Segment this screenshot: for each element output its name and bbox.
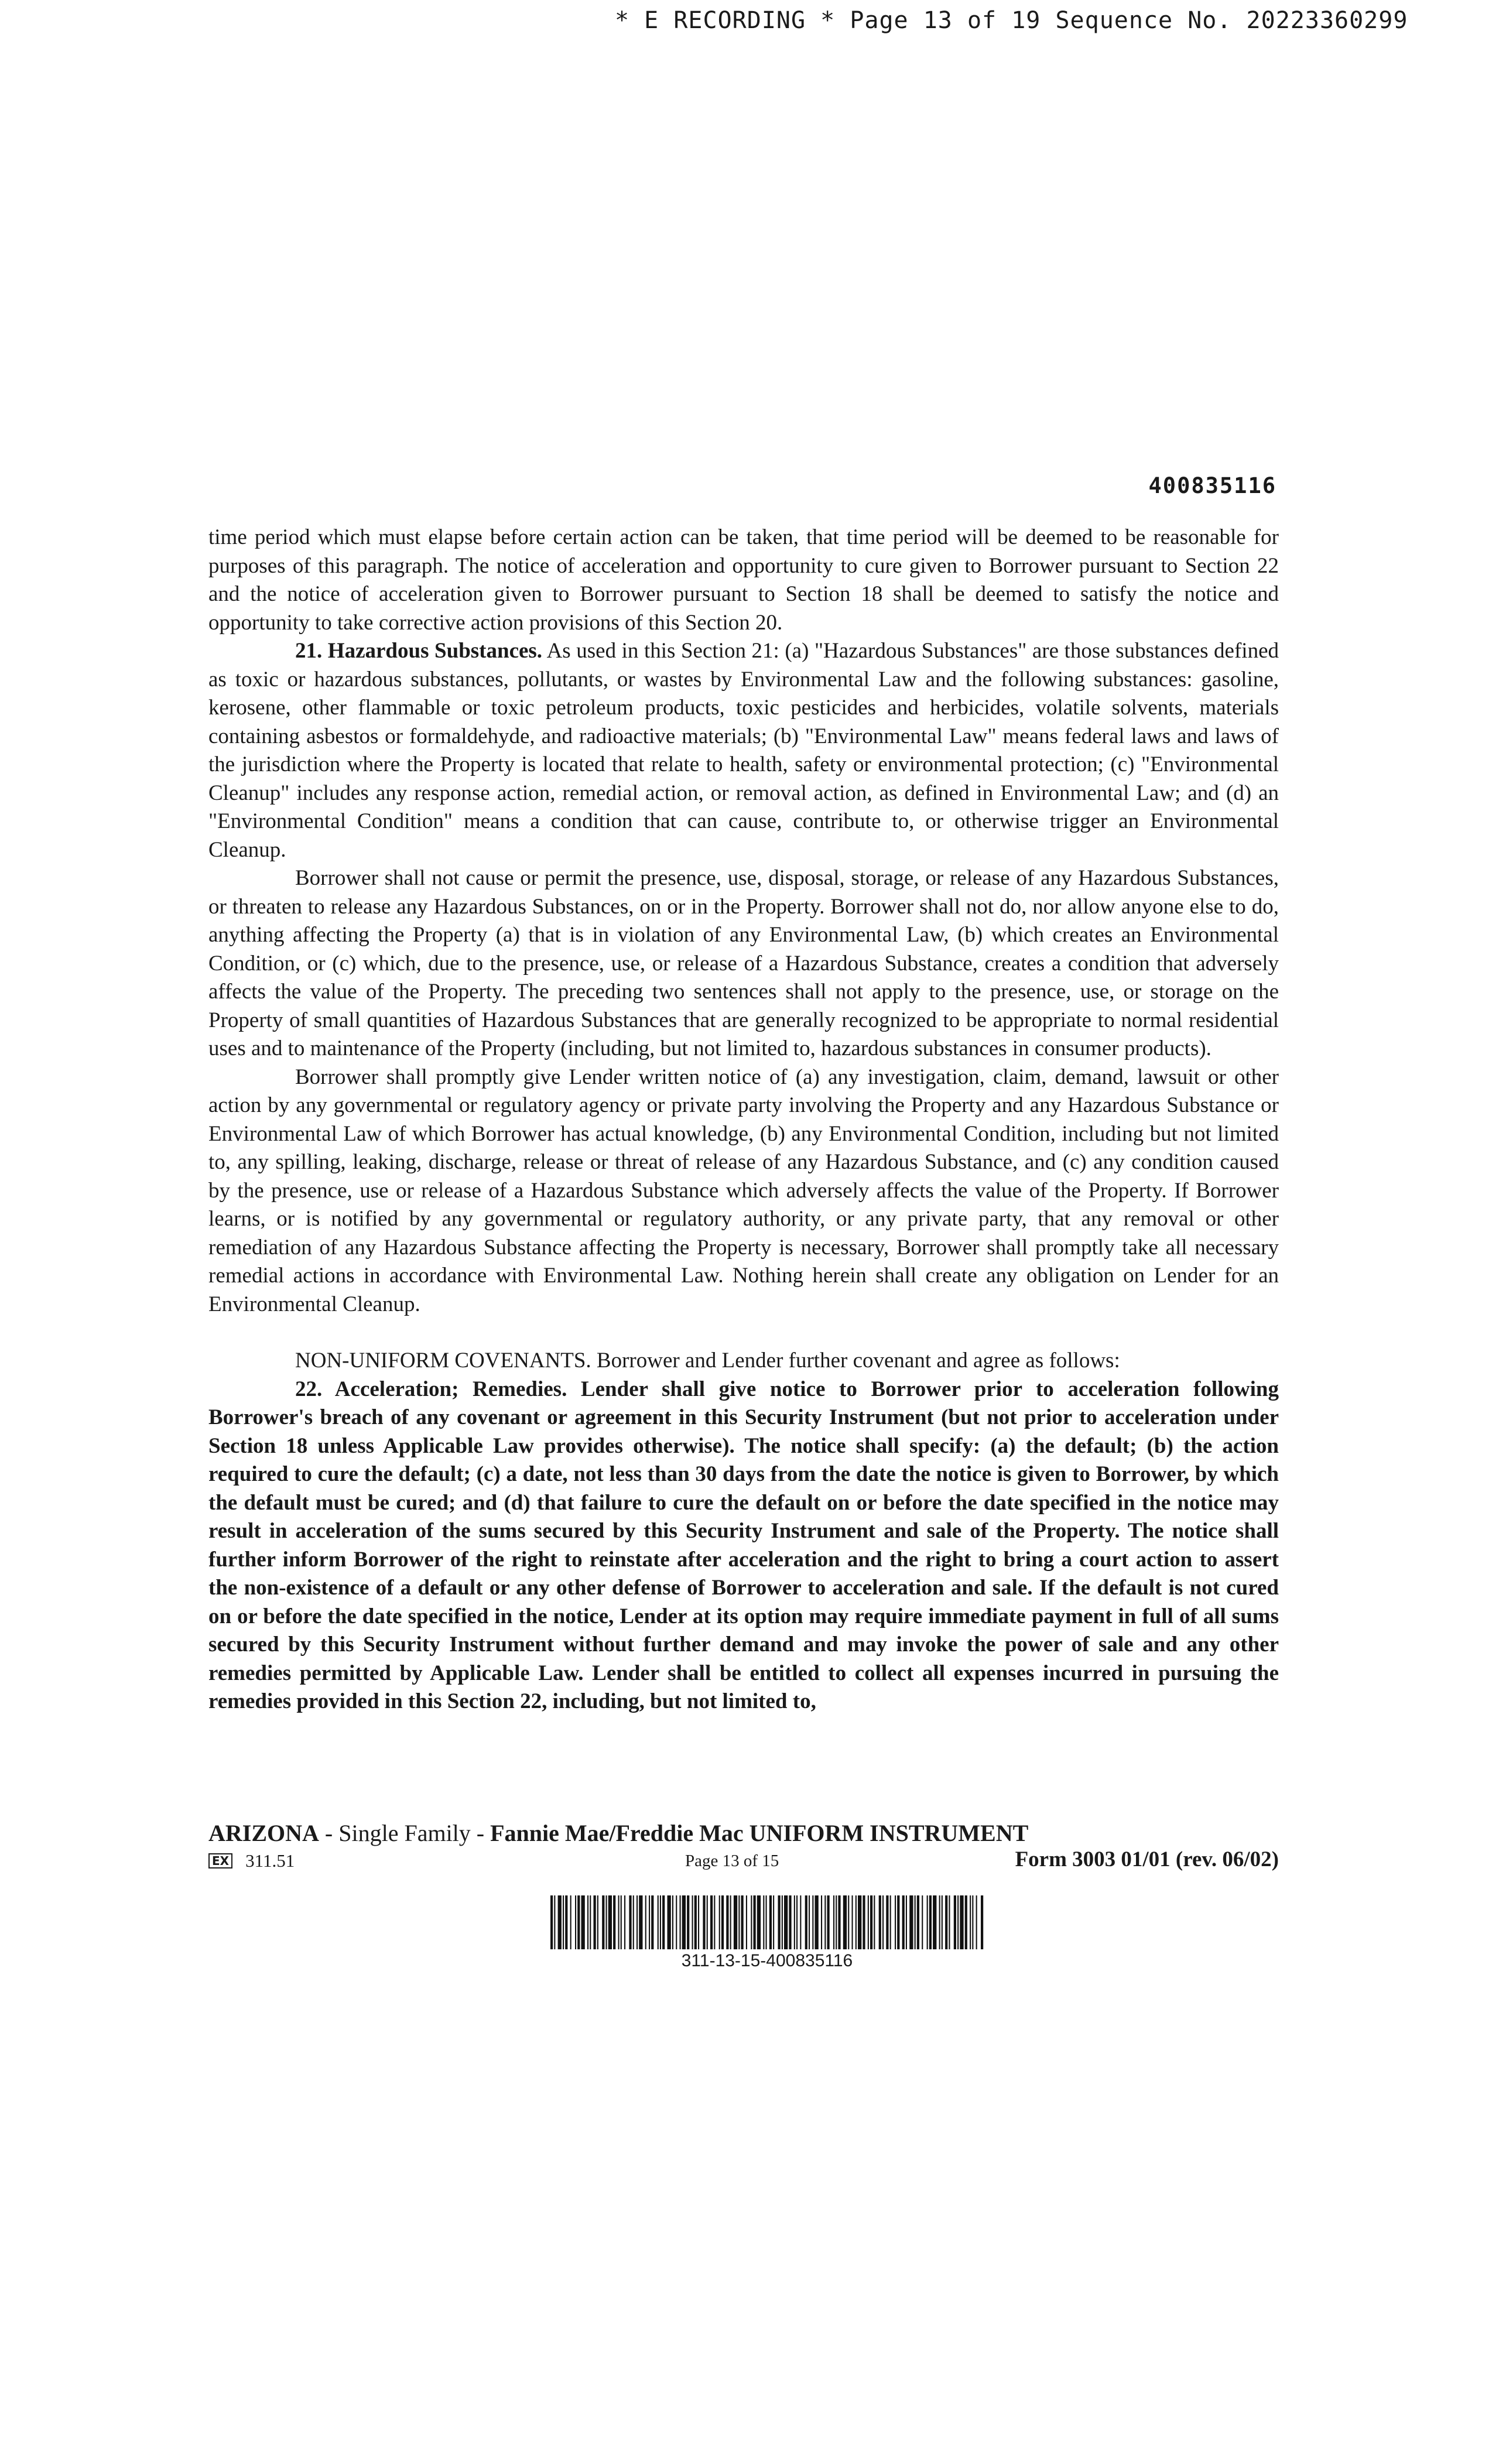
paragraph-gap	[208, 1319, 1279, 1347]
document-body	[208, 523, 1279, 1716]
footer-form-number: Form 3003 01/01 (rev. 06/02)	[1015, 1847, 1279, 1871]
section-21-text: As used in this Section 21: (a) "Hazardous Substances" are those substances defined as toxic or hazardous substances, pollutants, or wastes by Environmental Law and the following substances: gasoline, kerosene, other flammable or toxic petroleum products, toxic pesticides and herbicides, volatile solvents, materials containing asbestos or formaldehyde, and radioactive materials; (b) "Environmental Law" means federal laws and laws of the jurisdiction where the Property is located that relate to health, safety or environmental protection; (c) "Environmental Cleanup" includes any response action, remedial action, or removal action, as defined in Environmental Law; and (d) an "Environmental Condition" means a condition that can cause, contribute to, or otherwise trigger an Environmental Cleanup.	[208, 639, 1279, 862]
footer-row	[208, 1847, 1279, 1874]
paragraph-continuation: time period which must elapse before certain action can be taken, that time period will be deemed to be reasonable for purposes of this paragraph. The notice of acceleration and opportunity to cure given to Borrower pursuant to Section 22 and the notice of acceleration given to Borrower pursuant to Section 18 shall be deemed to satisfy the notice and opportunity to take corrective action provisions of this Section 20.	[208, 525, 1279, 635]
footer-form-code: 311.51	[245, 1850, 295, 1871]
footer-page-number: Page 13 of 15	[685, 1852, 779, 1870]
document-footer	[208, 1820, 1279, 1874]
section-21-paragraph	[208, 637, 1279, 864]
barcode-image	[550, 1895, 984, 1949]
footer-title	[208, 1820, 1279, 1847]
section-21-title: 21. Hazardous Substances.	[295, 639, 543, 663]
footer-instrument: Fannie Mae/Freddie Mac UNIFORM INSTRUMENT	[490, 1820, 1029, 1846]
non-uniform-covenants-heading: NON-UNIFORM COVENANTS. Borrower and Lender further covenant and agree as follows:	[295, 1349, 1120, 1373]
barcode-label: 311-13-15-400835116	[681, 1951, 853, 1970]
form-provider-logo: EX	[208, 1853, 232, 1868]
footer-state: ARIZONA	[208, 1820, 319, 1846]
recording-header: * E RECORDING * Page 13 of 19 Sequence No. 20223360299	[615, 7, 1408, 34]
paragraph-borrower-notice: Borrower shall promptly give Lender written notice of (a) any investigation, claim, demand, lawsuit or other action by any governmental or regulatory agency or private party involving the Property and any Hazardous Substance or Environmental Law of which Borrower has actual knowledge, (b) any Environmental Condition, including but not limited to, any spilling, leaking, discharge, release or threat of release of any Hazardous Substance, and (c) any condition caused by the presence, use or release of a Hazardous Substance which adversely affects the value of the Property. If Borrower learns, or is notified by any governmental or regulatory authority, or any private party, that any removal or other remediation of any Hazardous Substance affecting the Property is necessary, Borrower shall promptly take all necessary remedial actions in accordance with Environmental Law. Nothing herein shall create any obligation on Lender for an Environmental Cleanup.	[208, 1065, 1279, 1316]
footer-form-code-group	[208, 1850, 295, 1871]
section-22-paragraph: 22. Acceleration; Remedies. Lender shall give notice to Borrower prior to acceleration following Borrower's breach of any covenant or agreement in this Security Instrument (but not prior to acceleration under Section 18 unless Applicable Law provides otherwise). The notice shall specify: (a) the default; (b) the action required to cure the default; (c) a date, not less than 30 days from the date the notice is given to Borrower, by which the default must be cured; and (d) that failure to cure the default on or before the date specified in the notice may result in acceleration of the sums secured by this Security Instrument and sale of the Property. The notice shall further inform Borrower of the right to reinstate after acceleration and the right to bring a court action to assert the non-existence of a default or any other defense of Borrower to acceleration and sale. If the default is not cured on or before the date specified in the notice, Lender at its option may require immediate payment in full of all sums secured by this Security Instrument without further demand and may invoke the power of sale and any other remedies permitted by Applicable Law. Lender shall be entitled to collect all expenses incurred in pursuing the remedies provided in this Section 22, including, but not limited to,	[208, 1377, 1279, 1713]
loan-number: 400835116	[1148, 473, 1276, 498]
footer-family-type: - Single Family -	[319, 1820, 491, 1846]
paragraph-borrower-not-cause: Borrower shall not cause or permit the presence, use, disposal, storage, or release of any Hazardous Substances, or threaten to release any Hazardous Substances, on or in the Property. Borrower shall not do, nor allow anyone else to do, anything affecting the Property (a) that is in violation of any Environmental Law, (b) which creates an Environmental Condition, or (c) which, due to the presence, use, or release of a Hazardous Substance, creates a condition that adversely affects the value of the Property. The preceding two sentences shall not apply to the presence, use, or storage on the Property of small quantities of Hazardous Substances that are generally recognized to be appropriate to normal residential uses and to maintenance of the Property (including, but not limited to, hazardous substances in consumer products).	[208, 866, 1279, 1060]
